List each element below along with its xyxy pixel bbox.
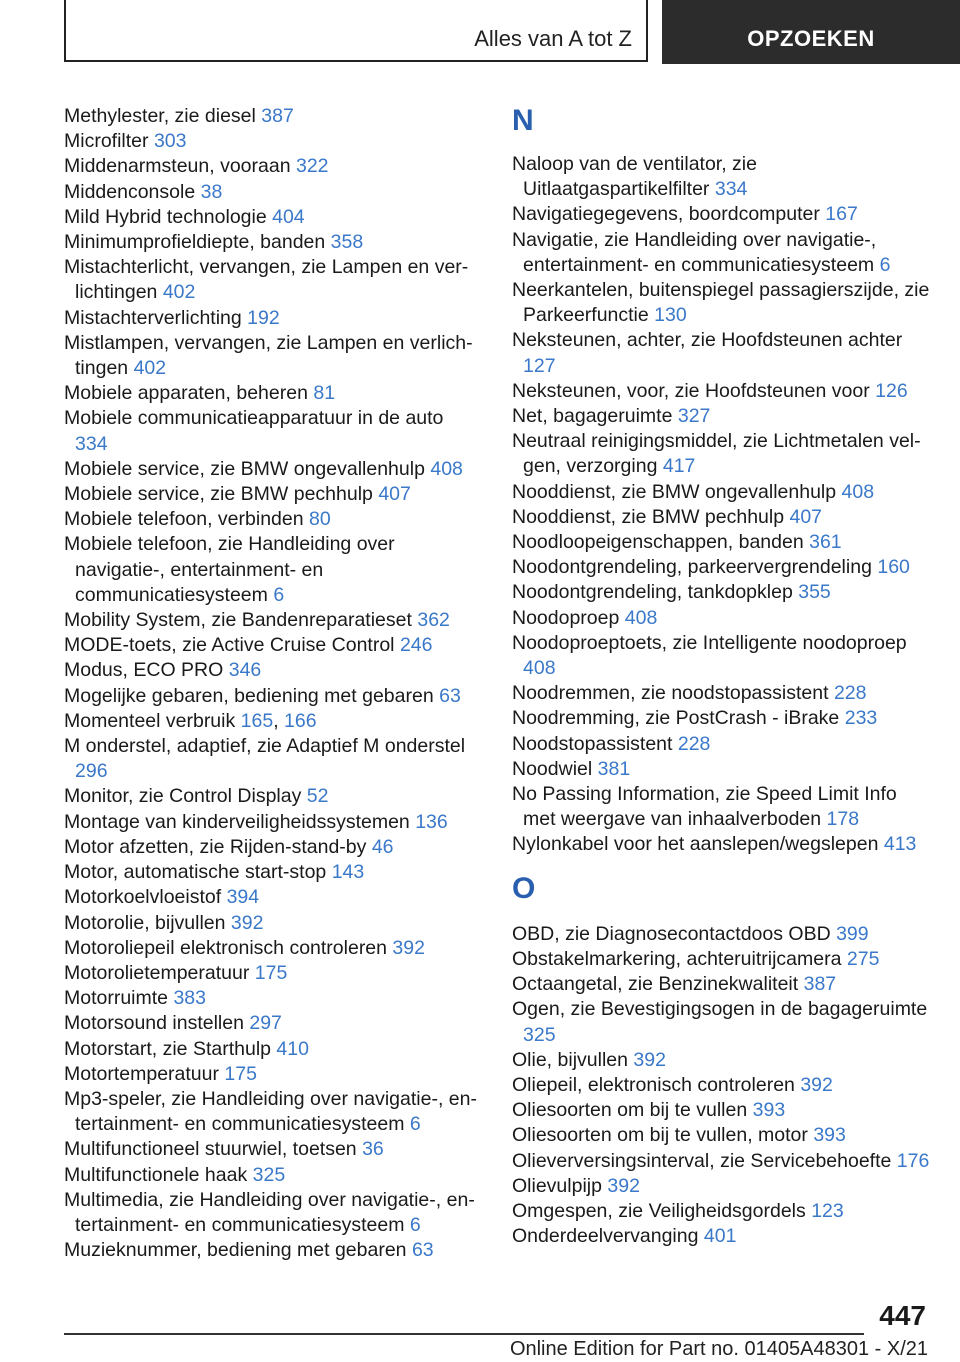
index-entry bbox=[64, 205, 479, 230]
index-entry bbox=[64, 331, 479, 381]
index-entry-text: Mobiele telefoon, verbinden bbox=[64, 508, 304, 531]
index-entry bbox=[64, 457, 479, 482]
index-entry-text: Mp3-speler, zie Handleiding over navigatie-, entertainment- en communicatiesysteem bbox=[64, 1087, 477, 1136]
page-link[interactable]: 358 bbox=[330, 231, 364, 254]
index-entry-text: Nooddienst, zie BMW pechhulp bbox=[512, 505, 785, 528]
index-entry-text: Olievulpijp bbox=[512, 1174, 602, 1197]
page-link[interactable]: 322 bbox=[295, 155, 329, 178]
page-link[interactable]: 392 bbox=[800, 1073, 833, 1096]
index-entry bbox=[512, 228, 932, 278]
index-entry-text: Neksteunen, voor, zie Hoofdsteunen voor bbox=[512, 379, 870, 402]
index-entry bbox=[512, 580, 932, 605]
page-link[interactable]: 228 bbox=[833, 682, 867, 705]
index-entry bbox=[64, 860, 479, 885]
index-entry-text: Motorstart, zie Starthulp bbox=[64, 1037, 271, 1060]
index-entry bbox=[512, 1098, 932, 1123]
index-entry bbox=[512, 706, 932, 731]
page-link[interactable]: 176 bbox=[896, 1149, 930, 1172]
page-link[interactable]: 178 bbox=[826, 808, 860, 831]
index-entry: Momenteel verbruik 165, 166 bbox=[64, 709, 317, 732]
index-entry-text: Mistachterlicht, vervangen, zie Lampen en verlichtingen bbox=[64, 256, 469, 304]
page-link[interactable]: 404 bbox=[272, 205, 305, 228]
page-link[interactable]: 80 bbox=[309, 508, 331, 531]
index-entry-text: MODE-toets, zie Active Cruise Control bbox=[64, 634, 395, 657]
index-entry-text: Multifunctionele haak bbox=[64, 1163, 248, 1186]
index-entry-text: Mistachterverlichting bbox=[64, 306, 242, 329]
index-entry bbox=[64, 936, 479, 961]
index-entry bbox=[64, 885, 479, 910]
index-entry-text: Noodoproeptoets, zie Intelligente noodoproep bbox=[512, 631, 907, 654]
index-entry-text: Monitor, zie Control Display bbox=[64, 785, 302, 808]
index-entry-text: Motorruimte bbox=[64, 987, 169, 1010]
index-entry bbox=[64, 154, 479, 179]
page-link[interactable]: 303 bbox=[153, 130, 187, 153]
index-entry bbox=[64, 532, 479, 608]
index-entry bbox=[512, 404, 932, 429]
index-entry bbox=[64, 684, 479, 709]
index-entry bbox=[64, 961, 479, 986]
page-link[interactable]: 6 bbox=[409, 1213, 421, 1236]
index-entry-text: Olieverversingsinterval, zie Servicebehoefte bbox=[512, 1149, 892, 1172]
page-link[interactable]: 246 bbox=[399, 634, 433, 657]
page-link[interactable]: 175 bbox=[254, 961, 288, 984]
index-entry bbox=[64, 1188, 479, 1238]
page-link[interactable]: 160 bbox=[877, 556, 910, 579]
index-entry-text: Oliepeil, elektronisch controleren bbox=[512, 1073, 795, 1096]
index-column-right bbox=[512, 104, 932, 1249]
index-entry-text: Neksteunen, achter, zie Hoofdsteunen achter bbox=[512, 329, 903, 352]
page-link[interactable]: 381 bbox=[597, 757, 631, 780]
index-entry-text: M onderstel, adaptief, zie Adaptief M onderstel bbox=[64, 735, 466, 758]
index-entry bbox=[64, 104, 479, 129]
page-link[interactable]: 136 bbox=[415, 810, 448, 833]
chapter-title: Alles van A tot Z bbox=[474, 26, 632, 51]
section-label: OPZOEKEN bbox=[747, 26, 875, 51]
page-link[interactable]: 361 bbox=[809, 531, 842, 554]
index-entry bbox=[512, 631, 932, 681]
page-link[interactable]: 387 bbox=[803, 973, 837, 996]
index-entry bbox=[512, 530, 932, 555]
page-link[interactable]: 407 bbox=[789, 505, 823, 528]
page-link[interactable]: 362 bbox=[417, 609, 450, 632]
index-entry bbox=[512, 1048, 932, 1073]
index-entry-text: Navigatiegegevens, boordcomputer bbox=[512, 203, 820, 226]
index-entry bbox=[64, 734, 479, 784]
index-entry-text: Mobiele service, zie BMW pechhulp bbox=[64, 483, 373, 506]
index-entry bbox=[64, 986, 479, 1011]
index-entry-text: Oliesoorten om bij te vullen bbox=[512, 1099, 748, 1122]
page-link[interactable]: 143 bbox=[331, 861, 365, 884]
page-link[interactable]: 127 bbox=[523, 354, 556, 377]
index-entry-text: Octaangetal, zie Benzinekwaliteit bbox=[512, 973, 799, 996]
index-entry bbox=[64, 658, 479, 683]
index-entry bbox=[512, 278, 932, 328]
page-link[interactable]: 52 bbox=[306, 785, 329, 808]
index-entry bbox=[512, 1123, 932, 1148]
page-link[interactable]: 167 bbox=[825, 203, 858, 226]
index-entry bbox=[64, 255, 479, 305]
page-link[interactable]: 407 bbox=[378, 483, 411, 506]
index-entry-text: Motoroliepeil elektronisch controleren bbox=[64, 936, 387, 959]
page-link[interactable]: 6 bbox=[879, 253, 891, 276]
index-entry bbox=[512, 328, 932, 378]
index-entry-text: Neerkantelen, buitenspiegel passagierszijde, zie Parkeerfunctie bbox=[512, 279, 930, 327]
page-link[interactable]: 392 bbox=[230, 911, 264, 934]
index-entry bbox=[512, 997, 932, 1047]
index-entry bbox=[64, 835, 479, 860]
page-link[interactable]: 63 bbox=[439, 684, 461, 707]
index-entry bbox=[512, 832, 932, 857]
index-entry bbox=[64, 1037, 479, 1062]
page-link[interactable]: 392 bbox=[392, 936, 425, 959]
page-link[interactable]: 228 bbox=[677, 732, 711, 755]
page-link[interactable]: 63 bbox=[411, 1239, 434, 1262]
index-entry bbox=[512, 681, 932, 706]
index-entry-text: Olie, bijvullen bbox=[512, 1048, 628, 1071]
index-entry bbox=[64, 1062, 479, 1087]
index-entry bbox=[512, 1149, 932, 1174]
index-entry-text: Noodremmen, zie noodstopassistent bbox=[512, 682, 829, 705]
index-entry bbox=[64, 230, 479, 255]
index-entry bbox=[512, 1199, 932, 1224]
index-entry-text: Motor, automatische start-stop bbox=[64, 861, 327, 884]
index-entry-text: Mobiele communicatieapparatuur in de auto bbox=[64, 407, 444, 430]
index-entry bbox=[512, 505, 932, 530]
section-tab[interactable] bbox=[662, 0, 960, 64]
page-link[interactable]: 192 bbox=[247, 306, 280, 329]
footer-divider bbox=[64, 1333, 864, 1335]
page-link[interactable]: 413 bbox=[883, 833, 917, 856]
page-link[interactable]: 383 bbox=[173, 987, 206, 1010]
page-link[interactable]: 393 bbox=[813, 1124, 846, 1147]
page-link[interactable]: 408 bbox=[841, 480, 875, 503]
index-entry bbox=[512, 947, 932, 972]
index-entry-text: Ogen, zie Bevestigingsogen in de bagageruimte bbox=[512, 998, 928, 1021]
index-entry-text: Mogelijke gebaren, bediening met gebaren bbox=[64, 684, 434, 707]
index-letter-heading: O bbox=[512, 871, 536, 905]
index-entry bbox=[64, 633, 479, 658]
page-link[interactable]: 166 bbox=[284, 709, 317, 732]
index-entry-text: Obstakelmarkering, achteruitrijcamera bbox=[512, 947, 842, 970]
index-entry bbox=[64, 1238, 479, 1263]
index-entry-text: Navigatie, zie Handleiding over navigatie-, entertainment- en communicatiesysteem bbox=[512, 228, 877, 276]
page-link[interactable]: 401 bbox=[703, 1225, 737, 1248]
index-entry bbox=[64, 911, 479, 936]
index-entry-text: Mistlampen, vervangen, zie Lampen en verlichtingen bbox=[64, 331, 473, 380]
index-entry-text: Motorsound instellen bbox=[64, 1012, 244, 1035]
index-entry bbox=[512, 429, 932, 479]
page-link[interactable]: 126 bbox=[875, 379, 908, 402]
index-entry-text: Multimedia, zie Handleiding over navigatie-, entertainment- en communicatiesysteem bbox=[64, 1188, 475, 1236]
page-header bbox=[0, 0, 960, 66]
index-entry bbox=[512, 922, 932, 947]
page-link[interactable]: 46 bbox=[371, 835, 394, 858]
index-entry bbox=[64, 406, 479, 456]
index-entry-text: OBD, zie Diagnosecontactdoos OBD bbox=[512, 922, 831, 945]
page-link[interactable]: 399 bbox=[836, 922, 869, 945]
index-entry bbox=[512, 202, 932, 227]
index-entry-text: Nylonkabel voor het aanslepen/wegslepen bbox=[512, 833, 879, 856]
page-link[interactable]: 393 bbox=[752, 1099, 786, 1122]
index-entry bbox=[512, 1073, 932, 1098]
page-link[interactable]: 175 bbox=[224, 1062, 257, 1085]
page-link[interactable]: 387 bbox=[261, 105, 294, 127]
page-link[interactable]: 417 bbox=[662, 455, 696, 478]
index-entry-text: Microfilter bbox=[64, 130, 149, 153]
index-entry bbox=[512, 972, 932, 997]
page-link[interactable]: 334 bbox=[714, 178, 748, 201]
index-entry-text: Muzieknummer, bediening met gebaren bbox=[64, 1239, 407, 1262]
index-entry-text: Methylester, zie diesel bbox=[64, 105, 256, 127]
page-link[interactable]: 325 bbox=[523, 1023, 556, 1046]
page-link[interactable]: 130 bbox=[654, 304, 687, 327]
index-entry bbox=[512, 555, 932, 580]
index-entry bbox=[512, 152, 932, 202]
page-link[interactable]: 334 bbox=[75, 432, 108, 455]
index-entry-text: Net, bagageruimte bbox=[512, 405, 673, 428]
page-link[interactable]: 410 bbox=[276, 1037, 309, 1060]
page-link[interactable]: 296 bbox=[75, 760, 108, 783]
page-link[interactable]: 6 bbox=[409, 1113, 421, 1136]
index-entry-text: Motorkoelvloeistof bbox=[64, 886, 222, 909]
index-entry-text: Motorolietemperatuur bbox=[64, 961, 250, 984]
index-entry bbox=[512, 1174, 932, 1199]
index-entry bbox=[512, 606, 932, 631]
page-link[interactable]: 355 bbox=[798, 581, 831, 604]
index-entry-text: Nooddienst, zie BMW ongevallenhulp bbox=[512, 480, 837, 503]
page-link[interactable]: 81 bbox=[313, 382, 336, 405]
index-entry-text: Noodstopassistent bbox=[512, 732, 673, 755]
index-entry-text: Omgespen, zie Veiligheidsgordels bbox=[512, 1199, 806, 1222]
index-entry bbox=[64, 180, 479, 205]
index-entry-text: Mild Hybrid technologie bbox=[64, 205, 267, 228]
page-link[interactable]: 6 bbox=[273, 583, 285, 606]
index-entry bbox=[512, 757, 932, 782]
page-link[interactable]: 165 bbox=[240, 709, 274, 732]
index-entry bbox=[64, 608, 479, 633]
page-link[interactable]: 402 bbox=[133, 357, 167, 380]
index-entry-text: Noodontgrendeling, parkeervergrendeling bbox=[512, 556, 872, 579]
page-link[interactable]: 394 bbox=[226, 886, 260, 909]
page-link[interactable]: 325 bbox=[252, 1163, 286, 1186]
header-tab bbox=[64, 0, 648, 62]
index-entry bbox=[64, 1163, 479, 1188]
index-entry bbox=[64, 784, 479, 809]
index-entry bbox=[64, 381, 479, 406]
index-entry-text: Middenarmsteun, vooraan bbox=[64, 155, 291, 178]
index-entry bbox=[64, 482, 479, 507]
index-entry-text: Noodremming, zie PostCrash - iBrake bbox=[512, 707, 840, 730]
index-entry-text: Mobility System, zie Bandenreparatieset bbox=[64, 609, 412, 632]
index-entry-text: Mobiele service, zie BMW ongevallenhulp bbox=[64, 457, 425, 480]
index-letter-heading: N bbox=[512, 104, 534, 137]
index-entry bbox=[64, 1137, 479, 1162]
index-entry-text: Oliesoorten om bij te vullen, motor bbox=[512, 1124, 808, 1147]
index-entry bbox=[512, 782, 932, 832]
index-entry-text: Noodwiel bbox=[512, 757, 593, 780]
page-link[interactable]: 327 bbox=[677, 405, 711, 428]
index-column-left bbox=[64, 104, 479, 1263]
page-link[interactable]: 392 bbox=[607, 1174, 640, 1197]
index-entry-text: Mobiele telefoon, zie Handleiding over navigatie-, entertainment- en communicatiesysteem bbox=[64, 533, 395, 606]
page-link[interactable]: 408 bbox=[430, 457, 463, 480]
index-entry-text: Noodoproep bbox=[512, 606, 620, 629]
page-link[interactable]: 38 bbox=[200, 180, 223, 203]
page-link[interactable]: 408 bbox=[624, 606, 658, 629]
index-entry bbox=[64, 1011, 479, 1036]
index-entry-text: No Passing Information, zie Speed Limit Info met weergave van inhaalverboden bbox=[512, 783, 897, 831]
index-entry bbox=[512, 1224, 932, 1249]
index-entry-text: Neutraal reinigingsmiddel, zie Lichtmetalen velgen, verzorging bbox=[512, 430, 921, 478]
index-entry-text: Noodontgrendeling, tankdopklep bbox=[512, 581, 793, 604]
index-entry-text: Mobiele apparaten, beheren bbox=[64, 382, 308, 405]
index-entry bbox=[64, 129, 479, 154]
page-link[interactable]: 123 bbox=[811, 1199, 844, 1222]
index-entry-text: Motortemperatuur bbox=[64, 1062, 219, 1085]
index-entry-text: Middenconsole bbox=[64, 180, 196, 203]
index-entry-text: Montage van kinderveiligheidssystemen bbox=[64, 810, 410, 833]
page-number: 447 bbox=[879, 1300, 926, 1331]
page-link[interactable]: 36 bbox=[362, 1138, 384, 1161]
page-link[interactable]: 233 bbox=[844, 707, 878, 730]
index-entry-text: Onderdeelvervanging bbox=[512, 1225, 699, 1248]
index-entry-text: Motorolie, bijvullen bbox=[64, 911, 226, 934]
index-entry-text: Momenteel verbruik bbox=[64, 709, 236, 732]
index-entry-text: Modus, ECO PRO bbox=[64, 659, 224, 682]
page-link[interactable]: 392 bbox=[633, 1048, 666, 1071]
page-link[interactable]: 408 bbox=[523, 657, 556, 680]
edition-note: Online Edition for Part no. 01405A48301 - X/21 bbox=[509, 1338, 928, 1360]
index-entry-text: Minimumprofieldiepte, banden bbox=[64, 231, 326, 254]
page-link[interactable]: 275 bbox=[846, 947, 880, 970]
index-entry-text: Naloop van de ventilator, zie Uitlaatgaspartikelfilter bbox=[512, 153, 757, 201]
index-entry bbox=[512, 480, 932, 505]
index-entry bbox=[64, 810, 479, 835]
index-entry-text: Multifunctioneel stuurwiel, toetsen bbox=[64, 1138, 357, 1161]
index-entry bbox=[64, 306, 479, 331]
index-entry-text: Noodloopeigenschappen, banden bbox=[512, 531, 804, 554]
page-link[interactable]: 346 bbox=[228, 659, 262, 682]
index-entry bbox=[64, 507, 479, 532]
index-entry bbox=[512, 732, 932, 757]
index-entry bbox=[64, 1087, 479, 1137]
page-link[interactable]: 297 bbox=[249, 1012, 282, 1035]
page-link[interactable]: 402 bbox=[162, 281, 196, 304]
index-entry bbox=[512, 379, 932, 404]
index-entry-text: Motor afzetten, zie Rijden-stand-by bbox=[64, 835, 367, 858]
